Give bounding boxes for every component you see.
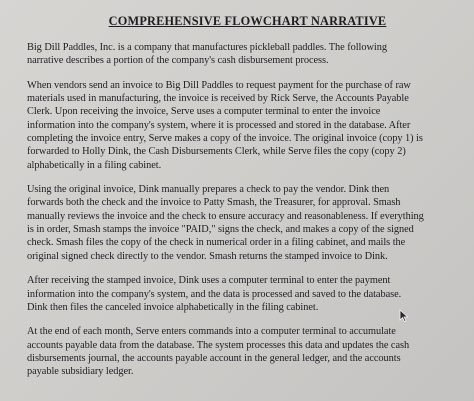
mouse-pointer-icon — [399, 309, 409, 323]
paragraph-payment-entry: After receiving the stamped invoice, Dink uses a computer terminal to enter the payment information into the company's system, and the data is processed and saved to the database. Dink then files the canceled invoice alphabetically in the filing cabinet. — [27, 275, 402, 313]
paragraph-check-preparation: Using the original invoice, Dink manually prepares a check to pay the vendor. Dink then forwards both the check and the invoice to Patty Smash, the Treasurer, for approval. Smash manually reviews the invoice and the check to ensure accuracy and reasonableness. If everything is in order, Smash stamps the invoice "PAID," signs the check, and makes a copy of the signed check. Smash files the copy of the check in numerical order in a filing cabinet, and mails the original signed check directly to the vendor. Smash returns the stamped invoice to Dink. — [27, 184, 424, 262]
document-title: COMPREHENSIVE FLOWCHART NARRATIVE — [108, 14, 387, 28]
paragraph-month-end: At the end of each month, Serve enters commands into a computer terminal to accumulate accounts payable data from the database. The system processes this data and updates the cash disbursements journal, the accounts payable account in the general ledger, and the accounts payable subsidiary ledger. — [27, 326, 410, 378]
paragraph-invoice-receipt: When vendors send an invoice to Big Dill Paddles to request payment for the purchase of raw materials used in manufacturing, the invoice is received by Rick Serve, the Accounts Payable Clerk. Upon receiving the invoice, Serve uses a computer terminal to enter the invoice information into the company's system, where it is processed and stored in the database. After completing the invoice entry, Serve makes a copy of the invoice. The original invoice (copy 1) is forwarded to Holly Dink, the Cash Disbursements Clerk, while Serve files the copy (copy 2) alphabetically in a filing cabinet. — [27, 79, 423, 171]
paragraph-intro: Big Dill Paddles, Inc. is a company that manufactures pickleball paddles. The following narrative describes a portion of the company's cash disbursement process. — [27, 42, 387, 67]
